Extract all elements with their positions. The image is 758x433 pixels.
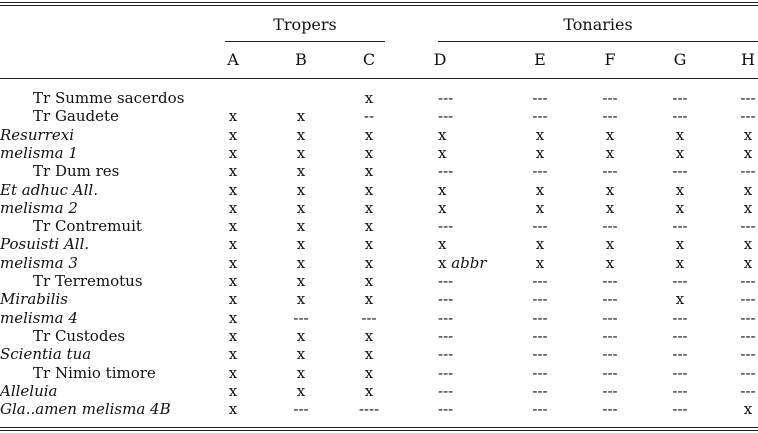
table-cell: --- — [602, 217, 618, 236]
table-cell: --- — [602, 107, 618, 126]
table-cell: --- — [602, 400, 618, 419]
table-cell: x — [675, 253, 685, 272]
table-cell: x — [364, 272, 374, 290]
table-cell: x — [296, 272, 306, 290]
table-cell: x — [675, 180, 685, 199]
table-cell: x — [296, 217, 306, 236]
table-cell: x — [535, 235, 545, 254]
table-cell: --- — [438, 217, 454, 236]
table-cell: --- — [740, 363, 756, 382]
table-cell: x — [364, 89, 374, 107]
table-cell: x — [743, 143, 753, 162]
table-cell: --- — [438, 107, 454, 126]
table-cell: x — [228, 253, 238, 272]
column-header-g: G — [673, 50, 687, 69]
table-cell: x — [438, 180, 447, 199]
abbr-note: abbr — [451, 253, 487, 272]
table-cell: --- — [672, 381, 688, 400]
table-cell: --- — [672, 326, 688, 345]
table-cell: --- — [602, 381, 618, 400]
table-cell: x — [675, 235, 685, 254]
table-cell: x — [228, 198, 238, 217]
table-cell: --- — [532, 89, 548, 107]
table-cell: x — [228, 143, 238, 162]
table-cell: --- — [532, 345, 548, 364]
table-cell: --- — [438, 345, 454, 364]
group-underline-tonaries — [438, 41, 758, 42]
table-cell: --- — [602, 89, 618, 107]
table-cell: --- — [740, 162, 756, 181]
table-cell: x — [743, 253, 753, 272]
table-cell: x — [296, 235, 306, 254]
row-label: Tr Summe sacerdos — [33, 89, 185, 107]
column-header-e: E — [534, 50, 546, 69]
table-cell: --- — [672, 107, 688, 126]
table-cell: x — [605, 180, 615, 199]
row-label: Tr Custodes — [33, 326, 126, 345]
column-header-c: C — [362, 50, 376, 69]
table-cell: x — [296, 381, 306, 400]
table-cell: x — [228, 107, 238, 126]
table-cell: --- — [740, 217, 756, 236]
row-label: melisma 3 — [0, 253, 78, 272]
table-cell: x — [296, 198, 306, 217]
table-cell: x — [296, 253, 306, 272]
table-cell: --- — [361, 308, 377, 327]
table-cell: x — [438, 235, 447, 254]
table-cell: x — [535, 198, 545, 217]
table-cell: --- — [740, 89, 756, 107]
table-cell: x — [228, 326, 238, 345]
group-header-tonaries: Tonaries — [563, 15, 633, 34]
table-cell: x — [364, 217, 374, 236]
row-label: Et adhuc All. — [0, 180, 98, 199]
table-cell: --- — [438, 290, 454, 309]
table-cell: x — [743, 400, 753, 419]
table-cell: x — [675, 125, 685, 144]
column-header-a: A — [227, 50, 239, 69]
table-cell: x — [228, 363, 238, 382]
table-cell: x — [364, 326, 374, 345]
row-label: Tr Gaudete — [33, 107, 119, 126]
table-top-rule-2 — [0, 5, 758, 6]
table-cell: x — [364, 162, 374, 181]
table-cell: x — [605, 235, 615, 254]
table-cell: x — [296, 363, 306, 382]
table-cell: x — [296, 180, 306, 199]
table-cell: --- — [438, 308, 454, 327]
group-header-tropers: Tropers — [273, 15, 337, 34]
column-header-f: F — [604, 50, 616, 69]
table-cell: x — [228, 125, 238, 144]
table-cell: --- — [602, 345, 618, 364]
table-cell: --- — [532, 400, 548, 419]
table-cell: x — [605, 143, 615, 162]
table-cell: x — [438, 198, 447, 217]
table-cell: --- — [672, 217, 688, 236]
table-cell: --- — [740, 345, 756, 364]
table-cell: --- — [602, 363, 618, 382]
table-cell: x — [535, 180, 545, 199]
table-cell: --- — [602, 162, 618, 181]
row-label: Tr Dum res — [33, 162, 120, 181]
table-cell: --- — [532, 290, 548, 309]
table-cell: --- — [672, 400, 688, 419]
table-cell: x — [605, 198, 615, 217]
table-cell: x — [364, 143, 374, 162]
table-cell: x — [605, 125, 615, 144]
table-cell: x — [228, 272, 238, 290]
row-label: Gla..amen melisma 4B — [0, 400, 171, 419]
table-cell: x — [228, 162, 238, 181]
table-cell: x — [296, 290, 306, 309]
table-cell: x abbr — [438, 253, 487, 272]
table-cell: x — [364, 235, 374, 254]
table-cell: x — [743, 198, 753, 217]
table-cell: x — [675, 198, 685, 217]
table-cell: --- — [602, 290, 618, 309]
table-cell: x — [364, 290, 374, 309]
table-cell: x — [296, 107, 306, 126]
table-cell: x — [535, 125, 545, 144]
table-cell: x — [228, 345, 238, 364]
table-cell: --- — [602, 272, 618, 290]
row-label: melisma 4 — [0, 308, 78, 327]
table-cell: x — [296, 326, 306, 345]
table-cell: x — [228, 381, 238, 400]
table-cell: --- — [672, 162, 688, 181]
table-cell: x — [296, 125, 306, 144]
table-cell: x — [364, 198, 374, 217]
table-cell: --- — [532, 326, 548, 345]
table-bottom-rule-2 — [0, 430, 758, 431]
table-cell: --- — [438, 381, 454, 400]
table-cell: --- — [532, 162, 548, 181]
table-cell: --- — [740, 107, 756, 126]
table-cell: x — [743, 180, 753, 199]
table-cell: --- — [740, 308, 756, 327]
table-cell: x — [364, 253, 374, 272]
table-cell: x — [228, 308, 238, 327]
table-bottom-rule — [0, 427, 758, 428]
table-cell: x — [228, 180, 238, 199]
table-cell: --- — [438, 272, 454, 290]
table-cell: x — [296, 143, 306, 162]
row-label: melisma 1 — [0, 143, 78, 162]
table-cell: --- — [532, 217, 548, 236]
table-cell: x — [228, 235, 238, 254]
table-cell: x — [535, 143, 545, 162]
group-underline-tropers — [225, 41, 385, 42]
row-label: Posuisti All. — [0, 235, 90, 254]
table-cell: --- — [532, 308, 548, 327]
column-header-h: H — [741, 50, 755, 69]
table-cell: --- — [672, 272, 688, 290]
table-cell: --- — [438, 326, 454, 345]
table-top-rule — [0, 2, 758, 3]
table-cell: x — [364, 180, 374, 199]
table-cell: x — [605, 253, 615, 272]
table-cell: --- — [740, 326, 756, 345]
table-cell: x — [228, 217, 238, 236]
row-label: Mirabilis — [0, 290, 68, 309]
table-cell: x — [675, 290, 685, 309]
header-bottom-rule — [0, 78, 758, 79]
column-header-b: B — [295, 50, 307, 69]
table-cell: --- — [740, 290, 756, 309]
table-cell: --- — [672, 363, 688, 382]
table-cell: x — [535, 253, 545, 272]
table-cell: x — [228, 400, 238, 419]
table-cell: x — [296, 162, 306, 181]
row-label: Alleluia — [0, 381, 58, 400]
table-cell: --- — [438, 400, 454, 419]
table-cell: --- — [532, 381, 548, 400]
table-cell: --- — [672, 89, 688, 107]
table-cell: --- — [532, 107, 548, 126]
table-cell: x — [675, 143, 685, 162]
table-cell: --- — [740, 272, 756, 290]
row-label: Resurrexi — [0, 125, 75, 144]
table-cell: --- — [438, 363, 454, 382]
table-cell: --- — [293, 400, 309, 419]
table-cell: ---- — [358, 400, 380, 419]
table-cell: --- — [438, 162, 454, 181]
table-cell: x — [364, 381, 374, 400]
table-cell: --- — [602, 326, 618, 345]
table-cell: x — [364, 125, 374, 144]
table-cell: --- — [672, 308, 688, 327]
table-cell: x — [228, 290, 238, 309]
table-cell: --- — [293, 308, 309, 327]
table-cell: --- — [532, 363, 548, 382]
column-header-d: D — [433, 50, 447, 69]
table-cell: --- — [532, 272, 548, 290]
row-label: Tr Terremotus — [33, 272, 143, 290]
row-label: Tr Nimio timore — [33, 363, 156, 382]
table-cell: --- — [438, 89, 454, 107]
table-cell: x — [438, 125, 447, 144]
table-cell: x — [296, 345, 306, 364]
table-cell: x — [743, 125, 753, 144]
table-cell: x — [438, 143, 447, 162]
table-cell: --- — [740, 381, 756, 400]
table-cell: x — [364, 345, 374, 364]
table-cell: x — [743, 235, 753, 254]
row-label: Scientia tua — [0, 345, 92, 364]
table-cell: -- — [363, 107, 375, 126]
row-label: melisma 2 — [0, 198, 78, 217]
table-cell: --- — [672, 345, 688, 364]
row-label: Tr Contremuit — [33, 217, 142, 236]
table-cell: --- — [602, 308, 618, 327]
table-cell: x — [364, 363, 374, 382]
